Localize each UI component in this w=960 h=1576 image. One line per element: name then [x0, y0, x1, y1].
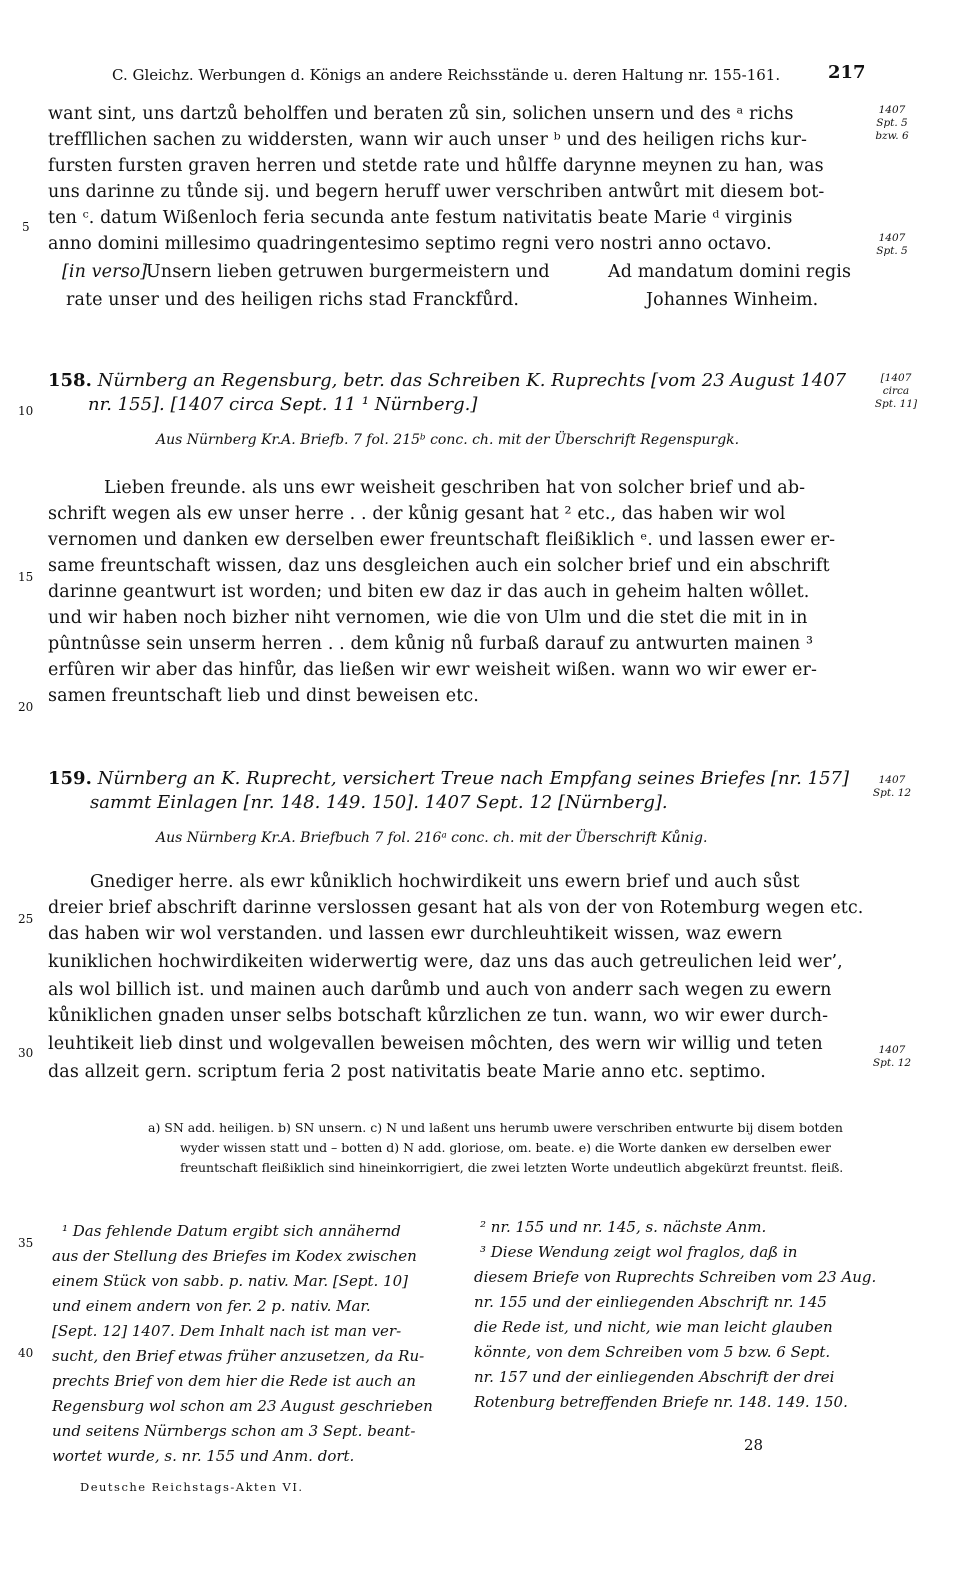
- heading-text: nr. 155]. [1407 circa Sept. 11 ¹ Nürnberg.]: [88, 394, 478, 415]
- margin-date: [872, 104, 912, 143]
- document-number: 158.: [48, 370, 92, 391]
- text-line: same freuntschaft wissen, daz uns desgleichen auch ein solcher brief und ein abschrift: [48, 556, 830, 576]
- text-line: erfûren wir aber das hinfůr, das ließen wir ewr weisheit wißen. wann wo wir ewer er-: [48, 660, 817, 680]
- text-line: schrift wegen als ew unser herre . . der kůnig gesant hat ² etc., das haben wir wol: [48, 504, 786, 524]
- source-note: Aus Nürnberg Kr.A. Briefbuch 7 fol. 216ᵃ conc. ch. mit der Überschrift Kůnig.: [156, 830, 708, 846]
- note-line: sucht, den Brief etwas früher anzusetzen, da Ru-: [52, 1347, 425, 1365]
- sheet-number: 28: [744, 1436, 764, 1454]
- text-line: uns darinne zu tůnde sij. und begern heruff uwer verschriben antwůrt mit diesem bot-: [48, 182, 825, 202]
- note-line: und seitens Nürnbergs schon am 3 Sept. beant-: [52, 1422, 416, 1440]
- margin-circa: circa: [882, 385, 910, 397]
- subscription-line: Johannes Winheim.: [646, 290, 819, 310]
- note-line: aus der Stellung des Briefes im Kodex zwischen: [52, 1247, 417, 1265]
- note-line: nr. 155 und der einliegenden Abschrift nr. 145: [474, 1293, 827, 1311]
- note-line: prechts Brief von dem hier die Rede ist auch an: [52, 1372, 416, 1390]
- note-line: diesem Briefe von Ruprechts Schreiben vom 23 Aug.: [474, 1268, 877, 1286]
- document-heading: [48, 370, 846, 391]
- note-line: und einem andern von fer. 2 p. nativ. Mar.: [52, 1297, 371, 1315]
- verso-label: [in verso]: [62, 262, 148, 282]
- text-line: treffllichen sachen zu widdersten, wann wir auch unser ᵇ und des heiligen richs kur-: [48, 130, 808, 150]
- line-number: 30: [18, 1046, 34, 1060]
- text-line: kuniklichen hochwirdikeiten widerwertig were, daz uns das auch getreulichen leid wer’,: [48, 952, 843, 972]
- margin-day: Spt. 12: [872, 787, 912, 799]
- note-line: Regensburg wol schon am 23 August geschrieben: [52, 1397, 433, 1415]
- margin-day: Spt. 5: [876, 245, 908, 257]
- line-number: 10: [18, 404, 34, 418]
- printer-signature: Deutsche Reichstags-Akten VI.: [80, 1480, 304, 1494]
- text-line: vernomen und danken ew derselben ewer freuntschaft fleißiklich ᵉ. und lassen ewer er-: [48, 530, 836, 550]
- text-line: darinne geantwurt ist worden; und biten ew daz ir das auch in geheim halten wôllet.: [48, 582, 810, 602]
- address-line: rate unser und des heiligen richs stad Franckfůrd.: [66, 290, 520, 310]
- heading-text: sammt Einlagen [nr. 148. 149. 150]. 1407 Sept. 12 [Nürnberg].: [90, 792, 668, 813]
- note-line: einem Stück von sabb. p. nativ. Mar. [Sept. 10]: [52, 1272, 409, 1290]
- line-number: 5: [22, 220, 30, 234]
- margin-date: [872, 372, 920, 411]
- margin-day-alt: bzw. 6: [875, 130, 909, 142]
- note-line: Rotenburg betreffenden Briefe nr. 148. 149. 150.: [474, 1393, 848, 1411]
- margin-date: [872, 1044, 912, 1070]
- text-line: ten ᶜ. datum Wißenloch feria secunda ante festum nativitatis beate Marie ᵈ virginis: [48, 208, 793, 228]
- page-number: 217: [828, 62, 866, 83]
- line-number: 25: [18, 912, 34, 926]
- variant-line: freuntschaft fleißiklich sind hineinkorrigiert, die zwei letzten Worte undeutlich abgekürzt freuntst. fleiß.: [180, 1160, 844, 1175]
- variant-line: wyder wissen statt und – botten d) N add. gloriose, om. beate. e) die Worte danken ew derselben ewer: [180, 1140, 831, 1155]
- text-line: want sint, uns dartzů beholffen und beraten zů sin, solichen unsern und des ᵃ richs: [48, 104, 794, 124]
- margin-date: [872, 232, 912, 258]
- text-line: leuhtikeit lieb dinst und wolgevallen beweisen môchten, des wern wir willig und teten: [48, 1034, 823, 1054]
- line-number: 35: [18, 1236, 34, 1250]
- margin-year: 1407: [878, 104, 906, 116]
- text-line: das allzeit gern. scriptum feria 2 post nativitatis beate Marie anno etc. septimo.: [48, 1062, 766, 1082]
- text-line: pûntnûsse sein unserm herren . . dem kůnig nů furbaß darauf zu antwurten mainen ³: [48, 634, 814, 654]
- margin-year: 1407: [878, 232, 906, 244]
- note-line: nr. 157 und der einliegenden Abschrift der drei: [474, 1368, 835, 1386]
- text-line: anno domini millesimo quadringentesimo septimo regni vero nostri anno octavo.: [48, 234, 772, 254]
- note-line: [Sept. 12] 1407. Dem Inhalt nach ist man ver-: [52, 1322, 402, 1340]
- source-note: Aus Nürnberg Kr.A. Briefb. 7 fol. 215ᵇ conc. ch. mit der Überschrift Regenspurgk.: [156, 432, 740, 448]
- text-line: fursten fursten graven herren und stetde rate und hůlffe darynne meynen zu han, was: [48, 156, 824, 176]
- text-line: als wol billich ist. und mainen auch darůmb und auch von anderr sach wegen zu ewern: [48, 980, 832, 1000]
- heading-text: Nürnberg an Regensburg, betr. das Schreiben K. Ruprechts [vom 23 August 1407: [97, 370, 847, 391]
- text-line: Lieben freunde. als uns ewr weisheit geschriben hat von solcher brief und ab-: [104, 478, 806, 498]
- note-line: die Rede ist, und nicht, wie man leicht glauben: [474, 1318, 833, 1336]
- document-heading: [48, 768, 849, 789]
- note-line: ¹ Das fehlende Datum ergibt sich annähernd: [62, 1222, 401, 1240]
- variant-line: a) SN add. heiligen. b) SN unsern. c) N und laßent uns herumb uwere verschriben entwurte bij disem botden: [148, 1120, 843, 1135]
- margin-year: [1407: [880, 372, 912, 384]
- note-line: wortet wurde, s. nr. 155 und Anm. dort.: [52, 1447, 355, 1465]
- address-line: Unsern lieben getruwen burgermeistern und: [146, 262, 550, 282]
- line-number: 20: [18, 700, 34, 714]
- running-header: C. Gleichz. Werbungen d. Königs an andere Reichsstände u. deren Haltung nr. 155-161.: [112, 66, 781, 84]
- note-line: könnte, von dem Schreiben vom 5 bzw. 6 Sept.: [474, 1343, 831, 1361]
- margin-date: [872, 774, 912, 800]
- subscription-line: Ad mandatum domini regis: [608, 262, 852, 282]
- margin-day: Spt. 12: [872, 1057, 912, 1069]
- text-line: und wir haben noch bizher niht vernomen, wie die von Ulm und die stet die mit in in: [48, 608, 808, 628]
- text-line: dreier brief abschrift darinne verslossen gesant hat als von der von Rotemburg wegen etc.: [48, 898, 864, 918]
- text-line: samen freuntschaft lieb und dinst beweisen etc.: [48, 686, 479, 706]
- text-line: kůniklichen gnaden unser selbs botschaft kůrzlichen ze tun. wann, wo wir ewer durch-: [48, 1006, 829, 1026]
- line-number: 40: [18, 1346, 34, 1360]
- margin-year: 1407: [878, 1044, 906, 1056]
- text-line: Gnediger herre. als ewr kůniklich hochwirdikeit uns ewern brief und auch sůst: [90, 872, 800, 892]
- document-number: 159.: [48, 768, 92, 789]
- text-line: das haben wir wol verstanden. und lassen ewr durchleuhtikeit wissen, waz ewern: [48, 924, 783, 944]
- note-line: ³ Diese Wendung zeigt wol fraglos, daß in: [480, 1243, 798, 1261]
- margin-year: 1407: [878, 774, 906, 786]
- margin-day: Spt. 11]: [874, 398, 918, 410]
- note-line: ² nr. 155 und nr. 145, s. nächste Anm.: [480, 1218, 767, 1236]
- margin-day: Spt. 5: [876, 117, 908, 129]
- heading-text: Nürnberg an K. Ruprecht, versichert Treue nach Empfang seines Briefes [nr. 157]: [97, 768, 849, 789]
- line-number: 15: [18, 570, 34, 584]
